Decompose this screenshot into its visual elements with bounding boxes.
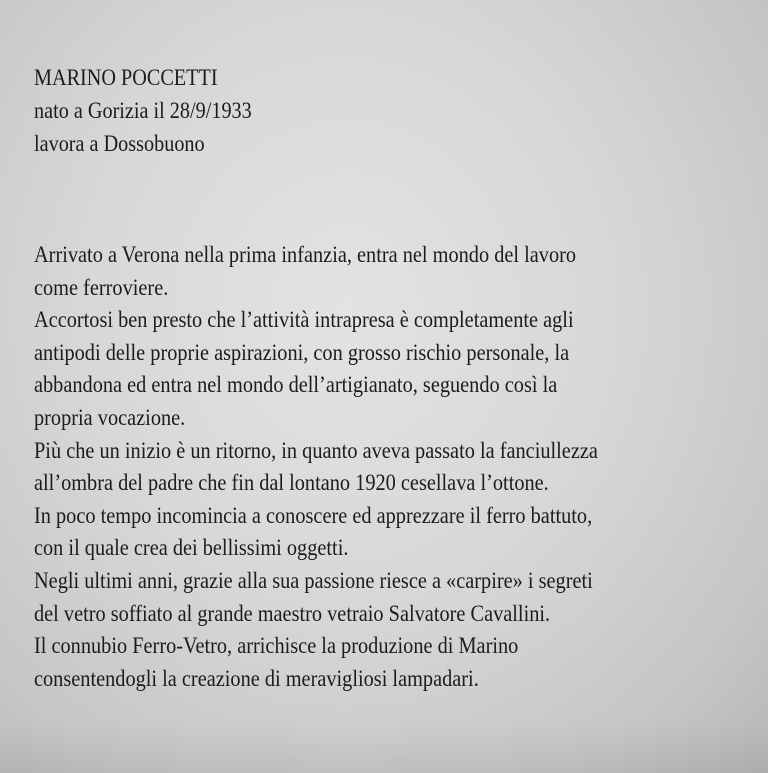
text-line: Più che un inizio è un ritorno, in quanto aveva passato la fanciullezza	[34, 437, 598, 464]
page-shadow	[0, 720, 768, 773]
text-line: antipodi delle proprie aspirazioni, con grosso rischio personale, la	[34, 339, 570, 366]
text-line: Il connubio Ferro-Vetro, arrichisce la produzione di Marino	[34, 633, 519, 660]
text-line: con il quale crea dei bellissimi oggetti.	[34, 535, 349, 562]
biography-text	[34, 239, 598, 695]
biography-header	[34, 62, 252, 161]
text-line: consentendogli la creazione di meravigliosi lampadari.	[34, 665, 479, 692]
birth-info: nato a Gorizia il 28/9/1933	[34, 98, 252, 124]
text-line: Accortosi ben presto che l’attività intrapresa è completamente agli	[34, 307, 574, 334]
text-line: In poco tempo incomincia a conoscere ed apprezzare il ferro battuto,	[34, 502, 593, 529]
work-location: lavora a Dossobuono	[34, 131, 205, 157]
text-line: all’ombra del padre che fin dal lontano 1920 cesellava l’ottone.	[34, 470, 549, 497]
text-line: abbandona ed entra nel mondo dell’artigianato, seguendo così la	[34, 372, 558, 399]
text-line: come ferroviere.	[34, 274, 169, 301]
artist-name: MARINO POCCETTI	[34, 65, 218, 91]
text-line: propria vocazione.	[34, 404, 186, 431]
text-line: del vetro soffiato al grande maestro vetraio Salvatore Cavallini.	[34, 600, 551, 627]
text-line: Negli ultimi anni, grazie alla sua passione riesce a «carpire» i segreti	[34, 567, 593, 594]
text-line: Arrivato a Verona nella prima infanzia, entra nel mondo del lavoro	[34, 242, 577, 268]
